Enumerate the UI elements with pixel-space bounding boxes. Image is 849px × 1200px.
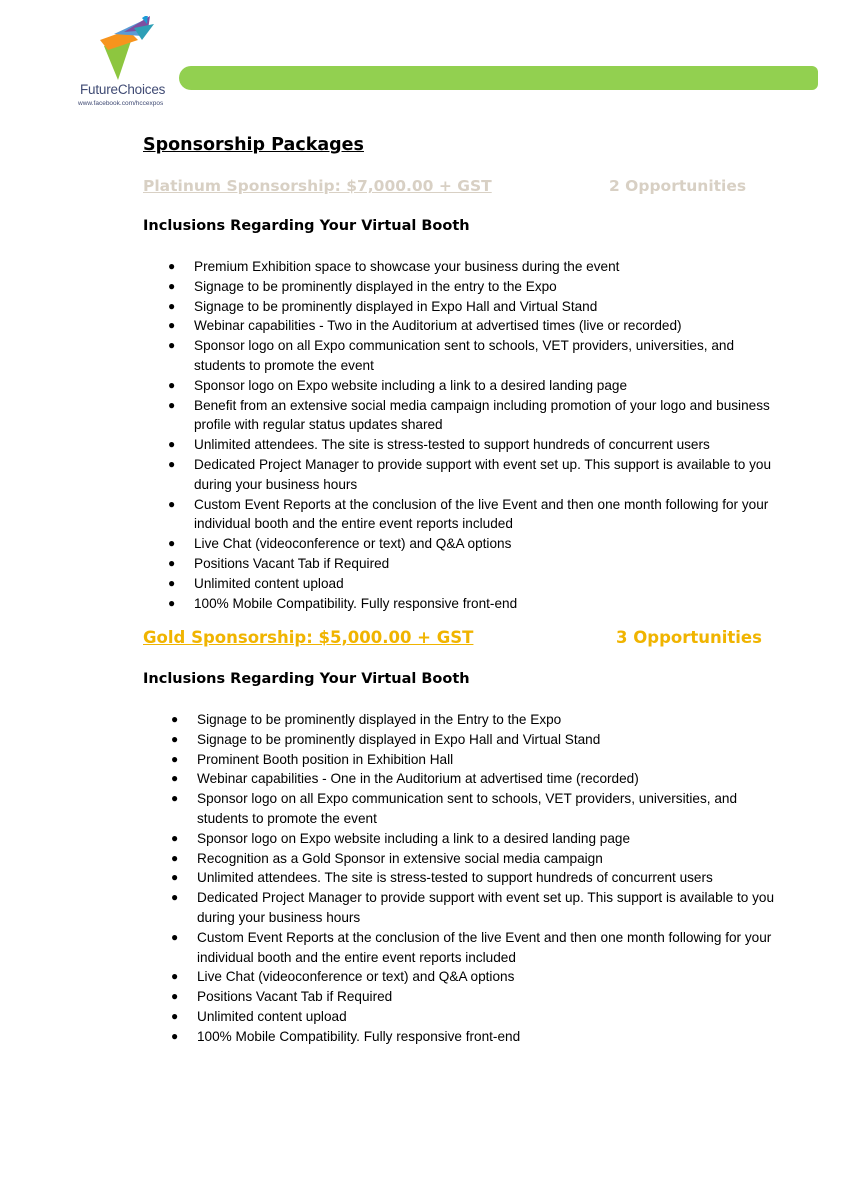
bullet-icon: ● bbox=[171, 870, 179, 885]
brand-name: FutureChoices bbox=[80, 82, 166, 97]
brand-url: www.facebook.com/hccexpos bbox=[78, 100, 164, 107]
list-item bbox=[168, 435, 774, 455]
list-item-text: Benefit from an extensive social media campaign including promotion of your logo and business profile with regular status updates shared bbox=[194, 397, 770, 433]
bullet-icon: ● bbox=[168, 377, 176, 392]
list-item bbox=[171, 710, 777, 730]
list-item bbox=[171, 730, 777, 750]
bullet-icon: ● bbox=[171, 850, 179, 865]
inclusions-list-gold bbox=[171, 710, 777, 1047]
list-item-text: Live Chat (videoconference or text) and Q&A options bbox=[194, 536, 512, 552]
list-item bbox=[171, 987, 777, 1007]
bullet-icon: ● bbox=[168, 298, 176, 313]
bullet-icon: ● bbox=[171, 712, 179, 726]
list-item bbox=[168, 376, 774, 396]
list-item bbox=[171, 789, 777, 829]
list-item bbox=[168, 495, 774, 535]
list-item bbox=[171, 829, 777, 849]
list-item-text: 100% Mobile Compatibility. Fully responsive front-end bbox=[194, 595, 518, 611]
list-item-text: Positions Vacant Tab if Required bbox=[197, 989, 393, 1005]
package-name: Gold Sponsorship: $5,000.00 + GST bbox=[143, 628, 474, 647]
bullet-icon: ● bbox=[168, 595, 176, 610]
list-item bbox=[171, 1007, 777, 1027]
list-item-text: Unlimited content upload bbox=[194, 575, 344, 591]
bullet-icon: ● bbox=[171, 791, 179, 806]
bullet-icon: ● bbox=[171, 929, 179, 944]
list-item bbox=[168, 574, 774, 594]
inclusions-list-platinum bbox=[168, 257, 774, 613]
list-item-text: Unlimited content upload bbox=[197, 1008, 347, 1024]
bullet-icon: ● bbox=[171, 751, 179, 766]
bullet-icon: ● bbox=[171, 1028, 179, 1043]
inclusions-heading: Inclusions Regarding Your Virtual Booth bbox=[143, 218, 470, 234]
page-title: Sponsorship Packages bbox=[143, 135, 364, 155]
list-item-text: Dedicated Project Manager to provide support with event set up. This support is available to you during your business hours bbox=[197, 890, 775, 925]
list-item-text: Sponsor logo on all Expo communication sent to schools, VET providers, universities, and students to promote the event bbox=[197, 791, 738, 826]
list-item-text: 100% Mobile Compatibility. Fully responsive front-end bbox=[197, 1028, 521, 1044]
list-item-text: Unlimited attendees. The site is stress-tested to support hundreds of concurrent users bbox=[197, 870, 713, 886]
package-opportunities: 3 Opportunities bbox=[616, 628, 762, 647]
list-item bbox=[168, 554, 774, 574]
bullet-icon: ● bbox=[168, 278, 176, 293]
bullet-icon: ● bbox=[168, 536, 176, 551]
brand-logo bbox=[78, 16, 178, 112]
list-item bbox=[168, 534, 774, 554]
bullet-icon: ● bbox=[168, 259, 176, 273]
bullet-icon: ● bbox=[168, 318, 176, 333]
list-item-text: Unlimited attendees. The site is stress-tested to support hundreds of concurrent users bbox=[194, 437, 710, 453]
list-item bbox=[168, 455, 774, 495]
bullet-icon: ● bbox=[168, 496, 176, 511]
list-item-text: Sponsor logo on all Expo communication sent to schools, VET providers, universities, and students to promote the event bbox=[194, 338, 735, 373]
list-item-text: Signage to be prominently displayed in Expo Hall and Virtual Stand bbox=[197, 731, 601, 747]
list-item-text: Sponsor logo on Expo website including a link to a desired landing page bbox=[194, 377, 628, 393]
list-item bbox=[171, 1027, 777, 1047]
bullet-icon: ● bbox=[168, 338, 176, 353]
list-item bbox=[171, 750, 777, 770]
list-item-text: Recognition as a Gold Sponsor in extensive social media campaign bbox=[197, 850, 603, 866]
list-item-text: Webinar capabilities - Two in the Auditorium at advertised times (live or recorded) bbox=[194, 318, 682, 334]
list-item bbox=[168, 316, 774, 336]
bullet-icon: ● bbox=[168, 555, 176, 570]
inclusions-heading: Inclusions Regarding Your Virtual Booth bbox=[143, 671, 470, 687]
bullet-icon: ● bbox=[171, 1008, 179, 1023]
list-item bbox=[168, 277, 774, 297]
bullet-icon: ● bbox=[171, 969, 179, 984]
list-item-text: Premium Exhibition space to showcase your business during the event bbox=[194, 259, 620, 274]
list-item bbox=[168, 336, 774, 376]
list-item bbox=[171, 967, 777, 987]
future-choices-arrows-icon bbox=[98, 16, 158, 82]
bullet-icon: ● bbox=[171, 771, 179, 786]
list-item-text: Signage to be prominently displayed in Expo Hall and Virtual Stand bbox=[194, 298, 598, 314]
list-item bbox=[171, 928, 777, 968]
bullet-icon: ● bbox=[168, 397, 176, 412]
bullet-icon: ● bbox=[168, 575, 176, 590]
list-item bbox=[171, 888, 777, 928]
list-item-text: Prominent Booth position in Exhibition Hall bbox=[197, 751, 454, 767]
list-item-text: Signage to be prominently displayed in the entry to the Expo bbox=[194, 278, 557, 294]
bullet-icon: ● bbox=[171, 989, 179, 1004]
list-item bbox=[168, 257, 774, 277]
bullet-icon: ● bbox=[168, 437, 176, 452]
list-item-text: Dedicated Project Manager to provide support with event set up. This support is available to you during your business hours bbox=[194, 456, 772, 492]
bullet-icon: ● bbox=[171, 890, 179, 905]
header-bar bbox=[179, 66, 818, 90]
list-item bbox=[171, 769, 777, 789]
list-item-text: Signage to be prominently displayed in the Entry to the Expo bbox=[197, 712, 562, 727]
package-opportunities: 2 Opportunities bbox=[609, 177, 747, 195]
list-item bbox=[168, 594, 774, 614]
list-item-text: Custom Event Reports at the conclusion of the live Event and then one month following for your individual booth and the entire event reports included bbox=[194, 496, 769, 532]
list-item-text: Positions Vacant Tab if Required bbox=[194, 555, 390, 571]
package-name: Platinum Sponsorship: $7,000.00 + GST bbox=[143, 177, 492, 195]
list-item-text: Custom Event Reports at the conclusion of the live Event and then one month following for your individual booth and the entire event reports included bbox=[197, 929, 772, 965]
bullet-icon: ● bbox=[171, 830, 179, 845]
list-item-text: Sponsor logo on Expo website including a link to a desired landing page bbox=[197, 830, 631, 846]
list-item-text: Webinar capabilities - One in the Auditorium at advertised time (recorded) bbox=[197, 771, 639, 787]
list-item bbox=[168, 297, 774, 317]
list-item bbox=[171, 849, 777, 869]
bullet-icon: ● bbox=[171, 731, 179, 746]
bullet-icon: ● bbox=[168, 456, 176, 471]
list-item-text: Live Chat (videoconference or text) and Q&A options bbox=[197, 969, 515, 985]
list-item bbox=[168, 396, 774, 436]
list-item bbox=[171, 868, 777, 888]
